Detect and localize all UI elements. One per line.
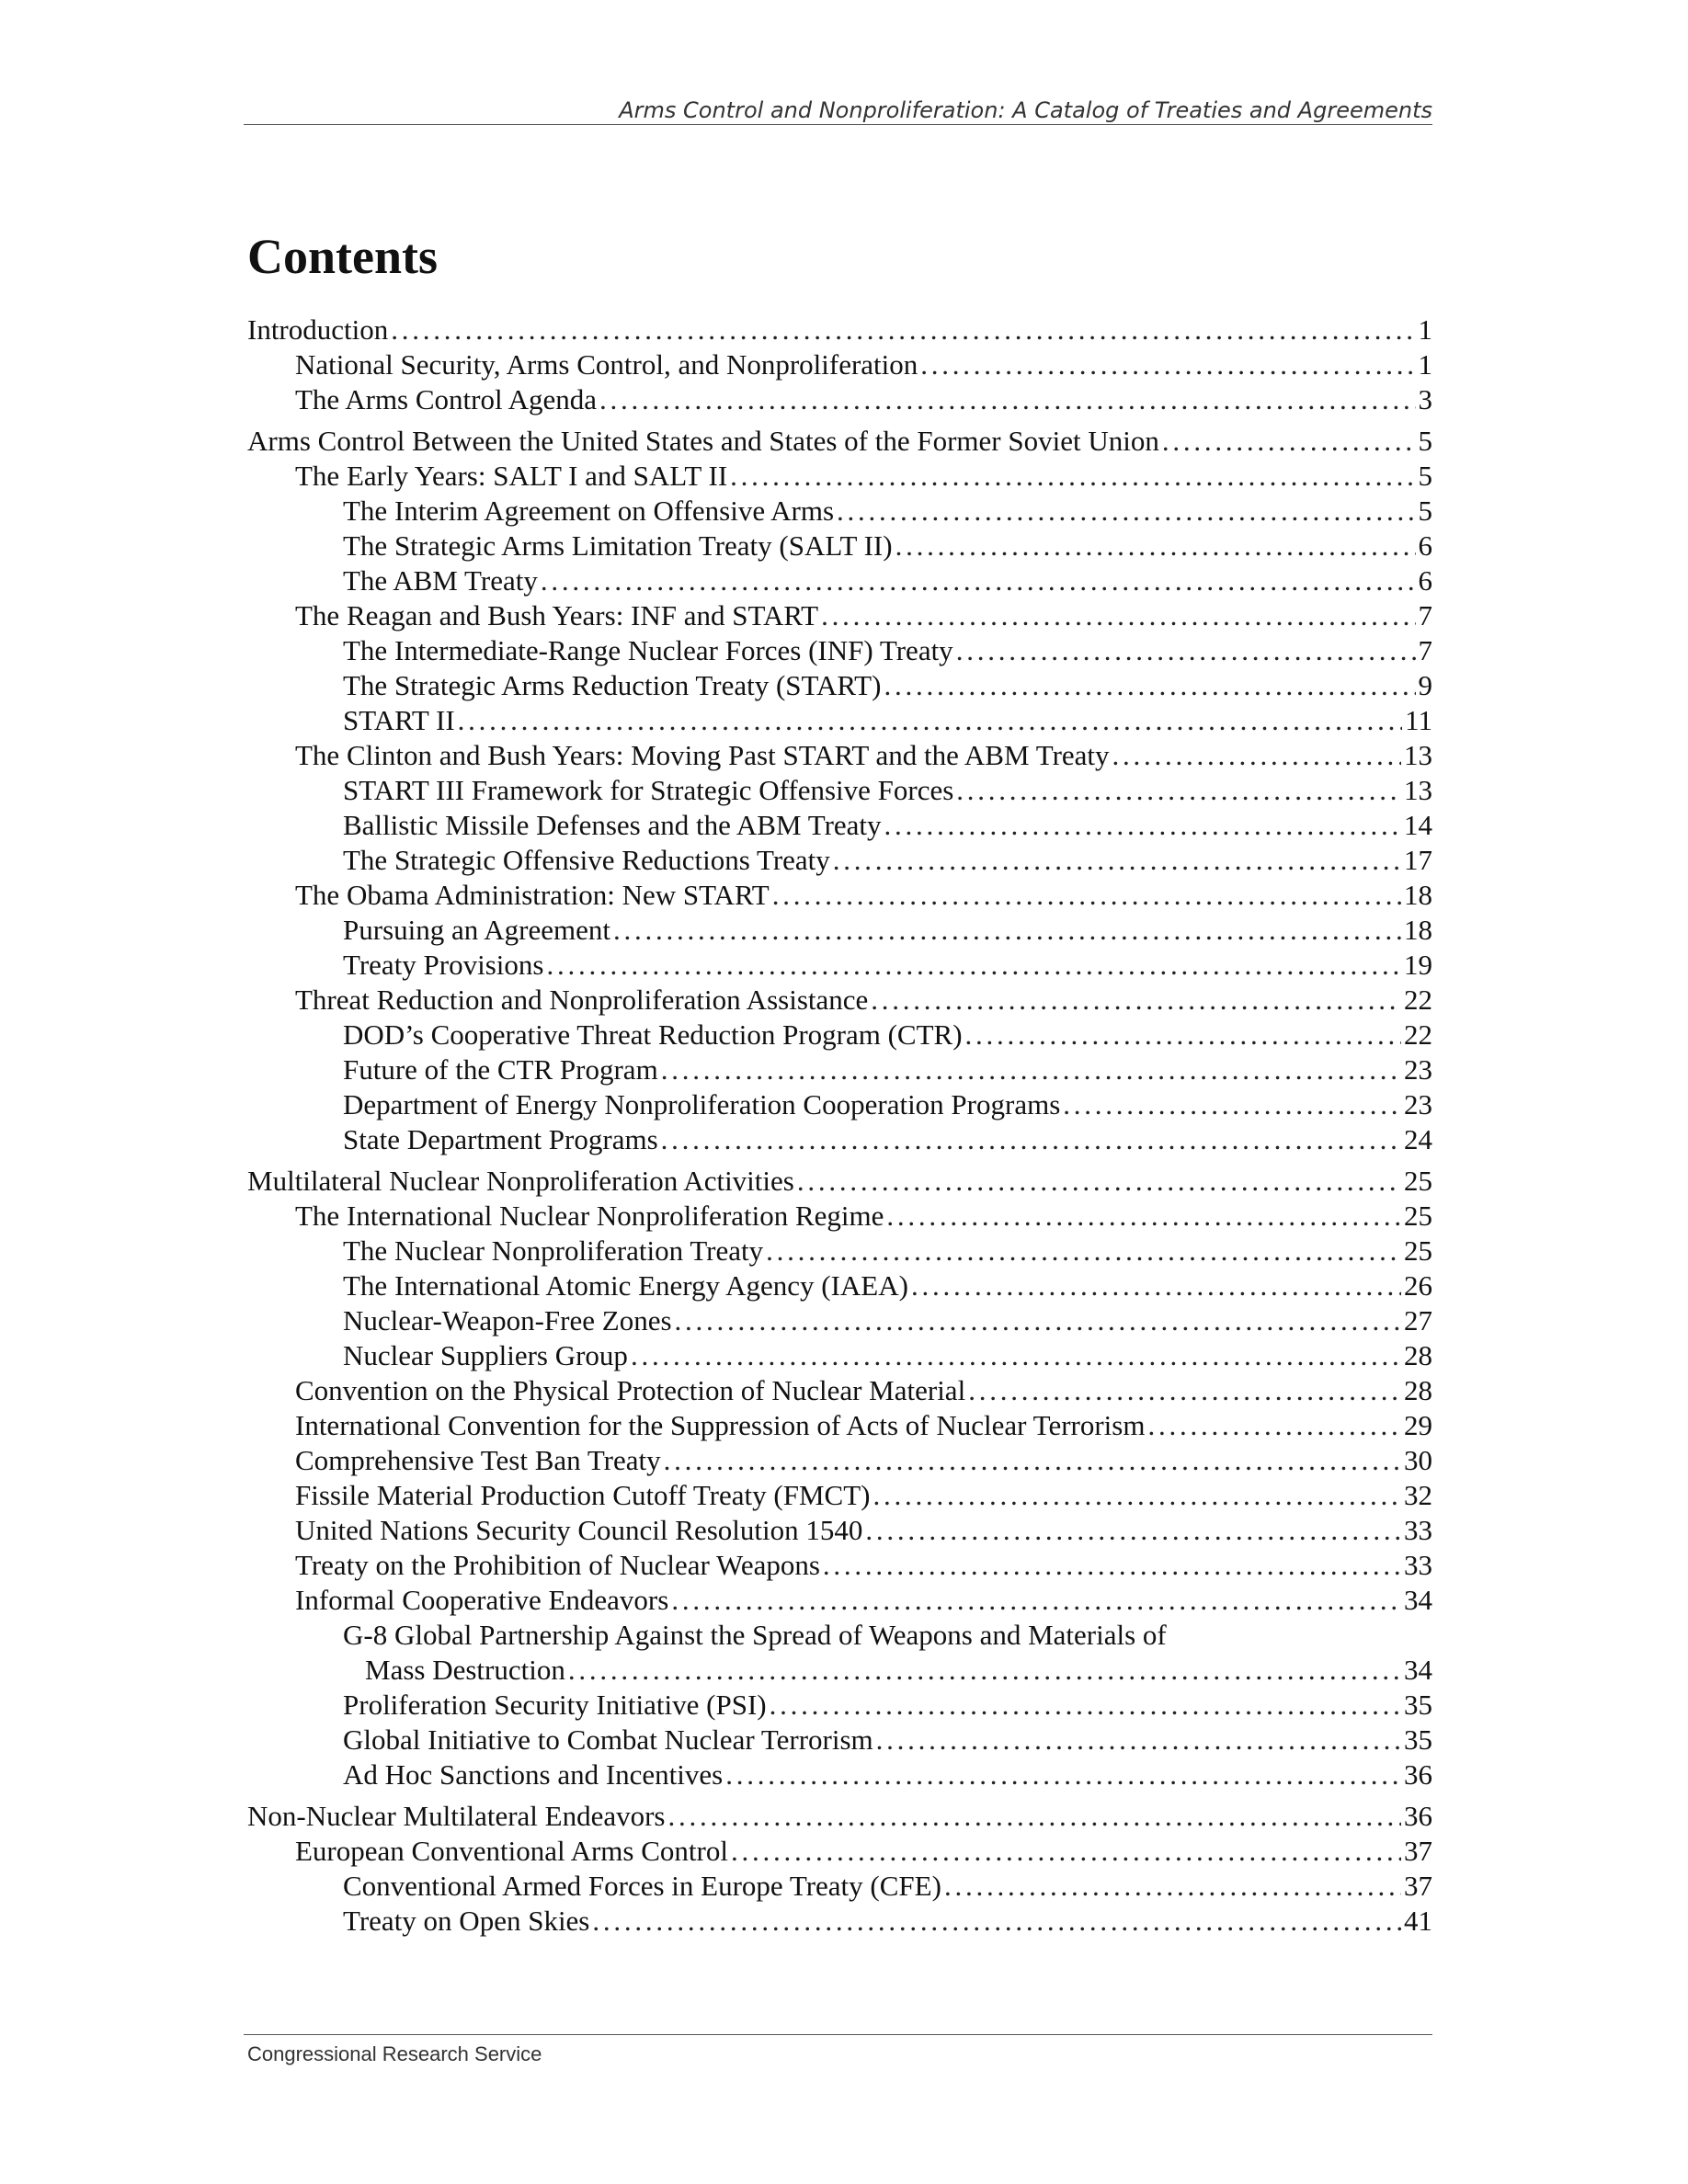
toc-page-number: 35 bbox=[1404, 1689, 1432, 1721]
toc-page-number: 13 bbox=[1404, 774, 1432, 806]
toc-entry[interactable] bbox=[247, 668, 1432, 703]
toc-entry-title: Ad Hoc Sanctions and Incentives bbox=[343, 1758, 724, 1791]
toc-page-number: 6 bbox=[1418, 529, 1432, 562]
dot-leader bbox=[920, 347, 1415, 382]
toc-entry[interactable] bbox=[247, 1087, 1432, 1122]
dot-leader bbox=[873, 1478, 1401, 1513]
toc-page-number: 1 bbox=[1418, 348, 1432, 381]
toc-page-number: 5 bbox=[1418, 425, 1432, 457]
toc-page-number: 24 bbox=[1404, 1123, 1432, 1155]
dot-leader bbox=[668, 1799, 1402, 1834]
toc-page-number: 34 bbox=[1404, 1654, 1432, 1686]
toc-entry-title: National Security, Arms Control, and Nonproliferation bbox=[295, 348, 918, 381]
running-header: Arms Control and Nonproliferation: A Catalog of Treaties and Agreements bbox=[619, 97, 1432, 123]
toc-entry[interactable] bbox=[247, 1799, 1432, 1834]
toc-page-number: 22 bbox=[1404, 1018, 1432, 1051]
toc-entry-title: State Department Programs bbox=[343, 1123, 658, 1155]
toc-page-number: 33 bbox=[1404, 1549, 1432, 1581]
toc-entry[interactable] bbox=[247, 1338, 1432, 1373]
table-of-contents bbox=[247, 313, 1432, 1939]
toc-page-number: 1 bbox=[1418, 313, 1432, 346]
toc-entry-title: Introduction bbox=[247, 313, 389, 346]
toc-entry-title: Informal Cooperative Endeavors bbox=[295, 1584, 669, 1616]
toc-page-number: 29 bbox=[1404, 1409, 1432, 1441]
dot-leader bbox=[631, 1338, 1401, 1373]
footer-rule bbox=[244, 2034, 1432, 2035]
toc-entry[interactable] bbox=[247, 1834, 1432, 1869]
dot-leader bbox=[613, 913, 1401, 948]
dot-leader bbox=[965, 1018, 1401, 1052]
toc-entry[interactable] bbox=[247, 1513, 1432, 1548]
dot-leader bbox=[671, 1583, 1401, 1618]
toc-entry-title: The Strategic Arms Reduction Treaty (START) bbox=[343, 669, 882, 701]
toc-page-number: 5 bbox=[1418, 460, 1432, 492]
toc-entry[interactable] bbox=[247, 1653, 1432, 1688]
dot-leader bbox=[664, 1443, 1401, 1478]
toc-entry-title: International Convention for the Suppression of Acts of Nuclear Terrorism bbox=[295, 1409, 1146, 1441]
toc-entry-title: The Arms Control Agenda bbox=[295, 383, 598, 415]
toc-entry[interactable] bbox=[247, 1122, 1432, 1157]
dot-leader bbox=[895, 529, 1416, 563]
toc-page-number: 37 bbox=[1404, 1835, 1432, 1867]
toc-page-number: 11 bbox=[1405, 704, 1432, 736]
toc-entry-title: Nuclear Suppliers Group bbox=[343, 1339, 628, 1371]
toc-entry-title: Nuclear-Weapon-Free Zones bbox=[343, 1304, 672, 1337]
dot-leader bbox=[876, 1723, 1401, 1757]
toc-page-number: 25 bbox=[1404, 1165, 1432, 1197]
toc-entry[interactable] bbox=[247, 983, 1432, 1018]
toc-page-number: 30 bbox=[1404, 1444, 1432, 1476]
toc-page-number: 19 bbox=[1404, 949, 1432, 981]
dot-leader bbox=[766, 1234, 1401, 1268]
toc-page-number: 17 bbox=[1404, 844, 1432, 876]
toc-page-number: 3 bbox=[1418, 383, 1432, 415]
toc-page-number: 25 bbox=[1404, 1200, 1432, 1232]
toc-entry-title: Non-Nuclear Multilateral Endeavors bbox=[247, 1800, 666, 1832]
dot-leader bbox=[772, 878, 1401, 913]
toc-entry[interactable] bbox=[247, 843, 1432, 878]
toc-entry[interactable] bbox=[247, 529, 1432, 563]
toc-page-number: 14 bbox=[1404, 809, 1432, 841]
toc-entry[interactable] bbox=[247, 1199, 1432, 1234]
toc-entry-title: The Clinton and Bush Years: Moving Past START and the ABM Treaty bbox=[295, 739, 1110, 771]
toc-page-number: 7 bbox=[1418, 599, 1432, 631]
toc-entry[interactable] bbox=[247, 1723, 1432, 1757]
dot-leader bbox=[1162, 424, 1416, 459]
toc-entry-title: Treaty on Open Skies bbox=[343, 1905, 590, 1937]
toc-page-number: 25 bbox=[1404, 1234, 1432, 1267]
toc-page-number: 32 bbox=[1404, 1479, 1432, 1511]
toc-entry-title: The International Atomic Energy Agency (IAEA) bbox=[343, 1269, 908, 1302]
toc-page-number: 27 bbox=[1404, 1304, 1432, 1337]
dot-leader bbox=[1147, 1408, 1401, 1443]
toc-entry[interactable] bbox=[247, 382, 1432, 417]
toc-entry[interactable] bbox=[247, 1688, 1432, 1723]
page-title: Contents bbox=[247, 229, 439, 284]
toc-entry-title: The Intermediate-Range Nuclear Forces (INF) Treaty bbox=[343, 634, 953, 666]
toc-entry-title: The Strategic Arms Limitation Treaty (SALT II) bbox=[343, 529, 893, 562]
toc-entry-title: DOD’s Cooperative Threat Reduction Program (CTR) bbox=[343, 1018, 963, 1051]
toc-page-number: 28 bbox=[1404, 1339, 1432, 1371]
dot-leader bbox=[884, 668, 1415, 703]
dot-leader bbox=[458, 703, 1402, 738]
dot-leader bbox=[884, 808, 1401, 843]
toc-page-number: 5 bbox=[1418, 495, 1432, 527]
toc-entry-title: Treaty on the Prohibition of Nuclear Weapons bbox=[295, 1549, 820, 1581]
toc-entry-title: Department of Energy Nonproliferation Cooperation Programs bbox=[343, 1088, 1061, 1120]
dot-leader bbox=[546, 948, 1401, 983]
toc-entry[interactable] bbox=[247, 738, 1432, 773]
toc-entry-title: Fissile Material Production Cutoff Treaty (FMCT) bbox=[295, 1479, 871, 1511]
toc-entry-title: START III Framework for Strategic Offensive Forces bbox=[343, 774, 954, 806]
dot-leader bbox=[956, 633, 1416, 668]
toc-entry[interactable] bbox=[247, 948, 1432, 983]
toc-entry-title: Global Initiative to Combat Nuclear Terrorism bbox=[343, 1723, 873, 1756]
toc-entry[interactable] bbox=[247, 313, 1432, 347]
toc-page-number: 7 bbox=[1418, 634, 1432, 666]
toc-page-number: 36 bbox=[1404, 1800, 1432, 1832]
toc-entry-title: Proliferation Security Initiative (PSI) bbox=[343, 1689, 767, 1721]
toc-entry[interactable] bbox=[247, 773, 1432, 808]
dot-leader bbox=[886, 1199, 1401, 1234]
toc-entry-title: The Obama Administration: New START bbox=[295, 879, 770, 911]
toc-entry-title: Multilateral Nuclear Nonproliferation Activities bbox=[247, 1165, 794, 1197]
toc-page-number: 36 bbox=[1404, 1758, 1432, 1791]
toc-entry-title: The ABM Treaty bbox=[343, 564, 538, 597]
dot-leader bbox=[731, 1834, 1401, 1869]
toc-page-number: 23 bbox=[1404, 1053, 1432, 1086]
toc-entry[interactable] bbox=[247, 1052, 1432, 1087]
toc-page-number: 35 bbox=[1404, 1723, 1432, 1756]
dot-leader bbox=[837, 494, 1415, 529]
dot-leader bbox=[968, 1373, 1401, 1408]
toc-entry-title: Threat Reduction and Nonproliferation Assistance bbox=[295, 984, 869, 1016]
dot-leader bbox=[865, 1513, 1401, 1548]
toc-entry[interactable] bbox=[247, 633, 1432, 668]
toc-entry[interactable] bbox=[247, 563, 1432, 598]
toc-entry[interactable] bbox=[247, 1869, 1432, 1904]
toc-page-number: 22 bbox=[1404, 984, 1432, 1016]
toc-entry[interactable] bbox=[247, 1757, 1432, 1792]
toc-entry[interactable] bbox=[247, 1234, 1432, 1268]
toc-entry-title: Convention on the Physical Protection of Nuclear Material bbox=[295, 1374, 966, 1406]
toc-entry[interactable] bbox=[247, 1583, 1432, 1618]
toc-entry-title: Treaty Provisions bbox=[343, 949, 544, 981]
toc-entry[interactable] bbox=[247, 424, 1432, 459]
dot-leader bbox=[797, 1164, 1401, 1199]
toc-entry-title: The Reagan and Bush Years: INF and START bbox=[295, 599, 819, 631]
toc-entry-title: Conventional Armed Forces in Europe Treaty (CFE) bbox=[343, 1870, 941, 1902]
toc-entry[interactable] bbox=[247, 808, 1432, 843]
toc-page-number: 37 bbox=[1404, 1870, 1432, 1902]
dot-leader bbox=[770, 1688, 1401, 1723]
toc-entry-title: The Strategic Offensive Reductions Treaty bbox=[343, 844, 830, 876]
toc-entry-title: Comprehensive Test Ban Treaty bbox=[295, 1444, 661, 1476]
toc-entry[interactable] bbox=[247, 598, 1432, 633]
toc-entry[interactable] bbox=[247, 1268, 1432, 1303]
toc-entry[interactable] bbox=[247, 1164, 1432, 1199]
toc-entry-title: The Interim Agreement on Offensive Arms bbox=[343, 495, 835, 527]
dot-leader bbox=[956, 773, 1401, 808]
dot-leader bbox=[661, 1052, 1401, 1087]
toc-entry[interactable] bbox=[247, 494, 1432, 529]
dot-leader bbox=[675, 1303, 1401, 1338]
dot-leader bbox=[1063, 1087, 1401, 1122]
toc-page-number: 6 bbox=[1418, 564, 1432, 597]
toc-page-number: 26 bbox=[1404, 1269, 1432, 1302]
toc-entry-title: The Nuclear Nonproliferation Treaty bbox=[343, 1234, 764, 1267]
dot-leader bbox=[833, 843, 1401, 878]
toc-page-number: 34 bbox=[1404, 1584, 1432, 1616]
toc-entry[interactable] bbox=[247, 1018, 1432, 1052]
toc-entry-title: Mass Destruction bbox=[365, 1654, 565, 1686]
toc-entry[interactable] bbox=[247, 1373, 1432, 1408]
dot-leader bbox=[599, 382, 1415, 417]
toc-page-number: 18 bbox=[1404, 914, 1432, 946]
dot-leader bbox=[871, 983, 1401, 1018]
toc-entry-title: Future of the CTR Program bbox=[343, 1053, 658, 1086]
toc-entry[interactable] bbox=[247, 459, 1432, 494]
toc-entry[interactable] bbox=[247, 703, 1432, 738]
toc-page-number: 9 bbox=[1418, 669, 1432, 701]
toc-entry-title: European Conventional Arms Control bbox=[295, 1835, 728, 1867]
toc-entry[interactable] bbox=[247, 1303, 1432, 1338]
dot-leader bbox=[1112, 738, 1401, 773]
toc-entry-title: The Early Years: SALT I and SALT II bbox=[295, 460, 728, 492]
toc-page-number: 33 bbox=[1404, 1514, 1432, 1546]
dot-leader bbox=[821, 598, 1415, 633]
dot-leader bbox=[592, 1904, 1401, 1939]
dot-leader bbox=[944, 1869, 1401, 1904]
toc-page-number: 41 bbox=[1404, 1905, 1432, 1937]
toc-entry[interactable] bbox=[247, 878, 1432, 913]
dot-leader bbox=[823, 1548, 1401, 1583]
toc-entry-title: United Nations Security Council Resolution 1540 bbox=[295, 1514, 863, 1546]
toc-entry[interactable] bbox=[247, 1548, 1432, 1583]
toc-entry-title: Ballistic Missile Defenses and the ABM Treaty bbox=[343, 809, 882, 841]
toc-entry-title-line1[interactable]: G-8 Global Partnership Against the Spread of Weapons and Materials of bbox=[343, 1619, 1167, 1651]
dot-leader bbox=[391, 313, 1415, 347]
dot-leader bbox=[661, 1122, 1401, 1157]
toc-entry[interactable] bbox=[247, 1478, 1432, 1513]
toc-entry-title: The International Nuclear Nonproliferation Regime bbox=[295, 1200, 884, 1232]
dot-leader bbox=[911, 1268, 1401, 1303]
toc-entry[interactable] bbox=[247, 1904, 1432, 1939]
toc-page-number: 23 bbox=[1404, 1088, 1432, 1120]
toc-entry[interactable] bbox=[247, 1408, 1432, 1443]
header-rule bbox=[244, 124, 1432, 125]
toc-entry[interactable] bbox=[247, 913, 1432, 948]
toc-page-number: 13 bbox=[1404, 739, 1432, 771]
toc-entry[interactable] bbox=[247, 347, 1432, 382]
toc-entry[interactable] bbox=[247, 1443, 1432, 1478]
dot-leader bbox=[725, 1757, 1401, 1792]
toc-page-number: 28 bbox=[1404, 1374, 1432, 1406]
toc-page-number: 18 bbox=[1404, 879, 1432, 911]
toc-entry-title: Pursuing an Agreement bbox=[343, 914, 611, 946]
footer-source: Congressional Research Service bbox=[247, 2042, 542, 2065]
toc-entry-title: START II bbox=[343, 704, 455, 736]
dot-leader bbox=[730, 459, 1415, 494]
dot-leader bbox=[541, 563, 1416, 598]
toc-entry-title: Arms Control Between the United States and States of the Former Soviet Union bbox=[247, 425, 1159, 457]
dot-leader bbox=[568, 1653, 1401, 1688]
